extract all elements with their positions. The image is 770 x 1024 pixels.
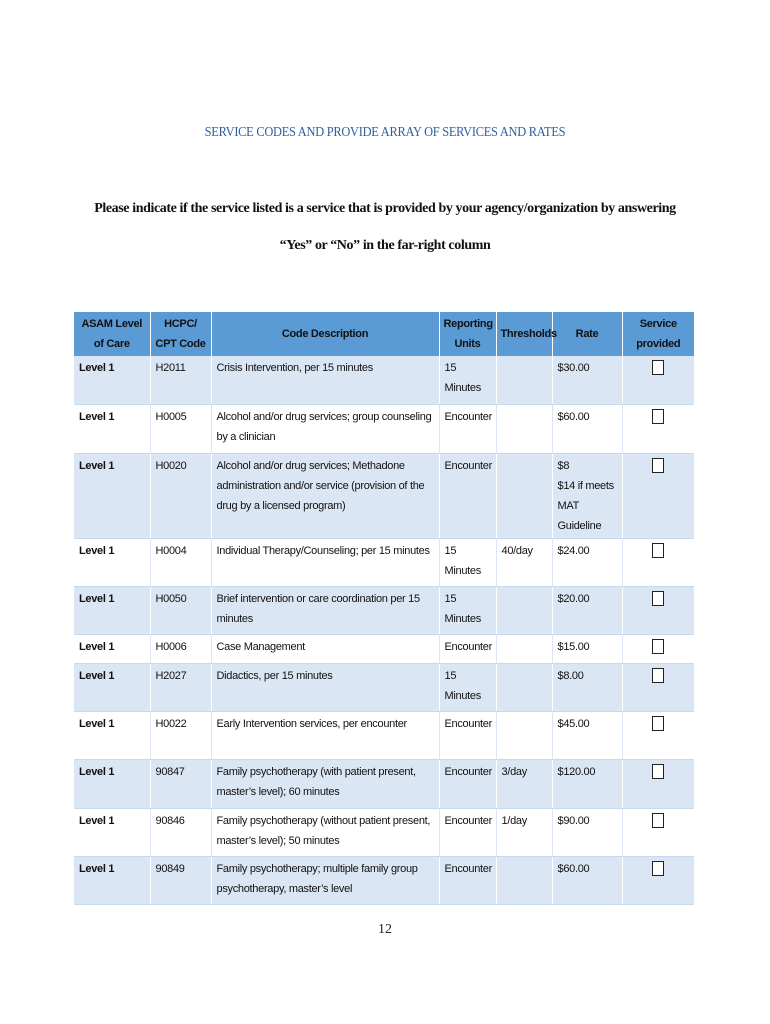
header-thresholds: Thresholds: [496, 312, 552, 356]
service-provided-checkbox[interactable]: [652, 668, 664, 683]
rate-line: $60.00: [557, 410, 590, 423]
services-table: [74, 312, 694, 905]
table-row: [74, 404, 694, 453]
cell-code: H0020: [150, 453, 211, 538]
cell-provided: [622, 538, 694, 586]
table-row: [74, 808, 694, 856]
cell-thresholds: 1/day: [496, 808, 552, 856]
cell-units: Encounter: [439, 453, 496, 538]
cell-provided: [622, 856, 694, 904]
cell-provided: [622, 759, 694, 808]
cell-code: H2011: [150, 356, 211, 404]
cell-thresholds: [496, 711, 552, 759]
cell-thresholds: [496, 453, 552, 538]
rate-line: $8.00: [557, 669, 584, 682]
cell-units: Encounter: [439, 404, 496, 453]
cell-provided: [622, 356, 694, 404]
rate-line: $15.00: [557, 640, 590, 653]
cell-level: Level 1: [74, 356, 150, 404]
cell-description: Early Intervention services, per encounter: [211, 711, 439, 759]
cell-rate: [552, 404, 622, 453]
cell-description: Crisis Intervention, per 15 minutes: [211, 356, 439, 404]
instruction-line-1: Please indicate if the service listed is a service that is provided by your agency/organization by answering: [94, 201, 676, 216]
header-level: ASAM Level of Care: [74, 312, 150, 356]
cell-units: 15 Minutes: [439, 663, 496, 711]
cell-level: Level 1: [74, 808, 150, 856]
cell-level: Level 1: [74, 586, 150, 634]
cell-code: H2027: [150, 663, 211, 711]
table-row: [74, 663, 694, 711]
cell-provided: [622, 404, 694, 453]
table-body: [74, 356, 694, 904]
cell-thresholds: [496, 586, 552, 634]
rate-line: $90.00: [557, 814, 590, 827]
cell-units: 15 Minutes: [439, 538, 496, 586]
rate-line: $24.00: [557, 544, 590, 557]
cell-units: Encounter: [439, 759, 496, 808]
table-row: [74, 356, 694, 404]
cell-rate: [552, 356, 622, 404]
rate-line: $45.00: [557, 717, 590, 730]
cell-level: Level 1: [74, 856, 150, 904]
cell-thresholds: [496, 634, 552, 663]
cell-units: Encounter: [439, 634, 496, 663]
service-provided-checkbox[interactable]: [652, 764, 664, 779]
cell-description: Family psychotherapy (with patient present, master’s level); 60 minutes: [211, 759, 439, 808]
cell-units: Encounter: [439, 808, 496, 856]
rate-line: $20.00: [557, 592, 590, 605]
cell-code: H0005: [150, 404, 211, 453]
cell-code: 90846: [150, 808, 211, 856]
cell-thresholds: [496, 856, 552, 904]
cell-thresholds: 3/day: [496, 759, 552, 808]
cell-code: 90849: [150, 856, 211, 904]
rate-line: MAT Guideline: [557, 499, 602, 532]
cell-description: Didactics, per 15 minutes: [211, 663, 439, 711]
instruction-line-2: “Yes” or “No” in the far-right column: [279, 238, 491, 253]
table-row: [74, 711, 694, 759]
service-provided-checkbox[interactable]: [652, 861, 664, 876]
cell-code: 90847: [150, 759, 211, 808]
cell-provided: [622, 453, 694, 538]
table-row: [74, 856, 694, 904]
cell-code: H0006: [150, 634, 211, 663]
cell-description: Family psychotherapy; multiple family group psychotherapy, master’s level: [211, 856, 439, 904]
cell-level: Level 1: [74, 711, 150, 759]
table-row: [74, 453, 694, 538]
table-row: [74, 634, 694, 663]
table-row: [74, 538, 694, 586]
rate-line: $120.00: [557, 765, 596, 778]
cell-rate: [552, 453, 622, 538]
cell-level: Level 1: [74, 538, 150, 586]
cell-description: Alcohol and/or drug services; group counseling by a clinician: [211, 404, 439, 453]
cell-thresholds: [496, 663, 552, 711]
cell-thresholds: [496, 404, 552, 453]
cell-level: Level 1: [74, 759, 150, 808]
cell-description: Case Management: [211, 634, 439, 663]
cell-rate: [552, 634, 622, 663]
cell-units: Encounter: [439, 856, 496, 904]
cell-rate: [552, 586, 622, 634]
cell-rate: [552, 663, 622, 711]
cell-rate: [552, 759, 622, 808]
cell-description: Individual Therapy/Counseling; per 15 minutes: [211, 538, 439, 586]
service-provided-checkbox[interactable]: [652, 360, 664, 375]
cell-level: Level 1: [74, 404, 150, 453]
header-rate: Rate: [552, 312, 622, 356]
table-row: [74, 586, 694, 634]
header-description: Code Description: [211, 312, 439, 356]
cell-description: Family psychotherapy (without patient present, master’s level); 50 minutes: [211, 808, 439, 856]
cell-provided: [622, 808, 694, 856]
cell-units: 15 Minutes: [439, 586, 496, 634]
cell-provided: [622, 711, 694, 759]
service-provided-checkbox[interactable]: [652, 716, 664, 731]
cell-provided: [622, 634, 694, 663]
table-header-row: [74, 312, 694, 356]
cell-level: Level 1: [74, 634, 150, 663]
cell-units: 15 Minutes: [439, 356, 496, 404]
header-code: HCPC/ CPT Code: [150, 312, 211, 356]
cell-code: H0050: [150, 586, 211, 634]
service-provided-checkbox[interactable]: [652, 458, 664, 473]
cell-rate: [552, 808, 622, 856]
cell-rate: [552, 856, 622, 904]
rate-line: $8: [557, 459, 570, 472]
cell-rate: [552, 711, 622, 759]
header-provided: Service provided: [622, 312, 694, 356]
cell-code: H0022: [150, 711, 211, 759]
cell-description: Alcohol and/or drug services; Methadone administration and/or service (provision of the drug by a licensed program): [211, 453, 439, 538]
cell-level: Level 1: [74, 663, 150, 711]
cell-thresholds: 40/day: [496, 538, 552, 586]
rate-line: $60.00: [557, 862, 590, 875]
header-units: Reporting Units: [439, 312, 496, 356]
cell-level: Level 1: [74, 453, 150, 538]
rate-line: $14 if meets: [557, 479, 614, 492]
service-provided-checkbox[interactable]: [652, 409, 664, 424]
page-title: SERVICE CODES AND PROVIDE ARRAY OF SERVICES AND RATES: [204, 124, 566, 139]
cell-thresholds: [496, 356, 552, 404]
table-row: [74, 759, 694, 808]
cell-provided: [622, 663, 694, 711]
service-provided-checkbox[interactable]: [652, 813, 664, 828]
cell-rate: [552, 538, 622, 586]
service-provided-checkbox[interactable]: [652, 591, 664, 606]
service-provided-checkbox[interactable]: [652, 543, 664, 558]
cell-description: Brief intervention or care coordination per 15 minutes: [211, 586, 439, 634]
cell-units: Encounter: [439, 711, 496, 759]
cell-provided: [622, 586, 694, 634]
service-provided-checkbox[interactable]: [652, 639, 664, 654]
cell-code: H0004: [150, 538, 211, 586]
rate-line: $30.00: [557, 362, 590, 374]
page-number: 12: [378, 922, 392, 937]
